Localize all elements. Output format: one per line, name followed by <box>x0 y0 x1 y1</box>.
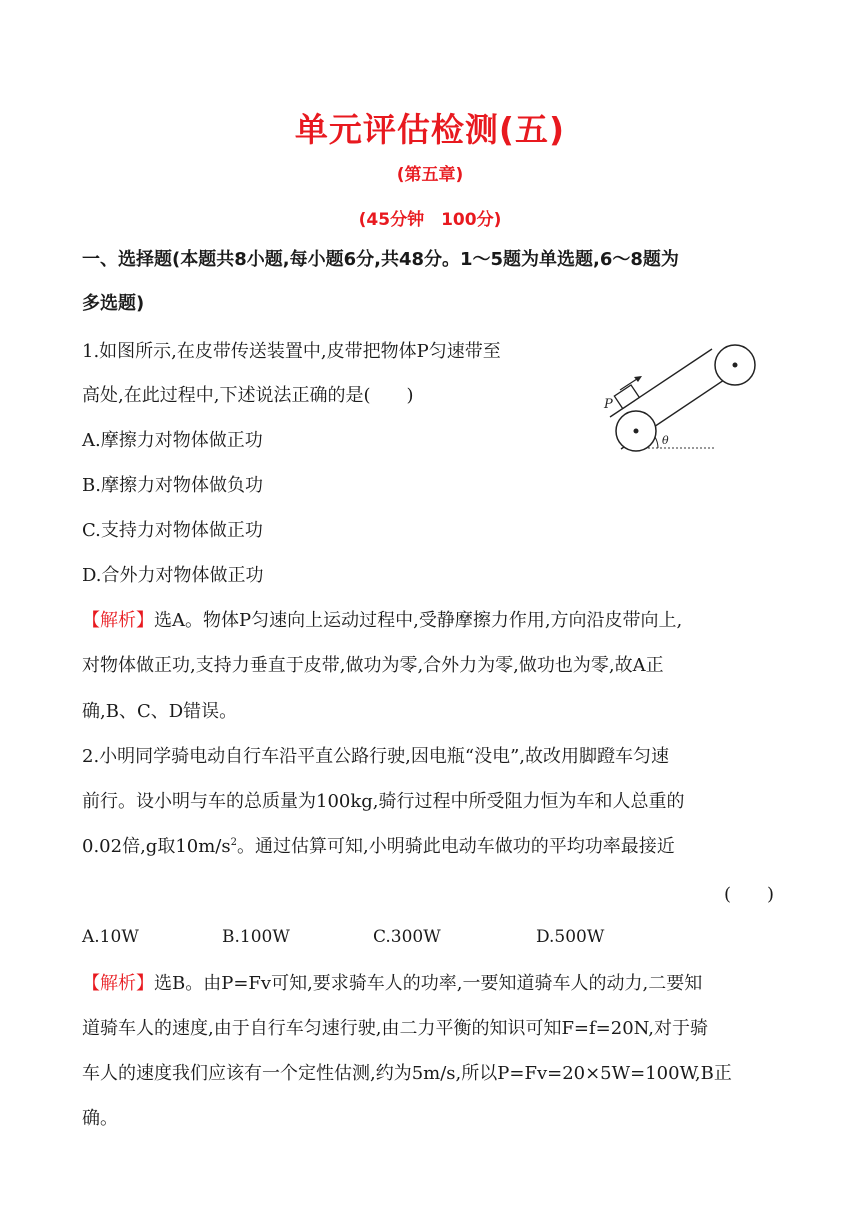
q2-analysis-line1 <box>82 972 702 996</box>
q1-stem-line1: 1.如图所示,在皮带传送装置中,皮带把物体P匀速带至 <box>82 341 501 362</box>
lower-pulley-axle <box>634 429 639 434</box>
q2-stem-line3-b: 。通过估算可知,小明骑此电动车做功的平均功率最接近 <box>236 836 675 857</box>
q2-option-c: C.300W <box>373 927 441 947</box>
q2-option-b: B.100W <box>222 927 290 947</box>
label-theta: θ <box>662 434 669 447</box>
q2-stem-line3-sup: 2 <box>230 837 237 848</box>
q1-analysis-tag: 【解析】 <box>82 610 154 631</box>
q2-analysis-line4: 确。 <box>82 1108 118 1129</box>
q1-analysis-line1 <box>82 609 682 633</box>
q2-stem-line2: 前行。设小明与车的总质量为100kg,骑行过程中所受阻力恒为车和人总重的 <box>82 791 685 812</box>
angle-arc <box>655 437 658 448</box>
q2-stem-line3 <box>82 835 675 859</box>
q1-analysis-text: 选A。物体P匀速向上运动过程中,受静摩擦力作用,方向沿皮带向上, <box>154 610 683 631</box>
q1-stem-line2: 高处,在此过程中,下述说法正确的是( ) <box>82 385 414 406</box>
q2-analysis-line3: 车人的速度我们应该有一个定性估测,约为5m/s,所以P=Fv=20×5W=100W,B正 <box>82 1063 732 1084</box>
q2-stem-line3-a: 0.02倍,g取10m/s <box>82 836 231 857</box>
q2-answer-blank: ( ) <box>723 884 774 905</box>
q2-analysis-tag: 【解析】 <box>82 973 154 994</box>
q1-option-a: A.摩擦力对物体做正功 <box>82 430 263 451</box>
motion-arrowhead <box>634 376 642 382</box>
section-heading-line2: 多选题) <box>82 293 145 314</box>
label-p: P <box>604 397 613 412</box>
q2-option-a: A.10W <box>82 927 139 947</box>
q2-analysis-line2: 道骑车人的速度,由于自行车匀速行驶,由二力平衡的知识可知F=f=20N,对于骑 <box>82 1018 708 1039</box>
q2-analysis-text: 选B。由P=Fv可知,要求骑车人的功率,一要知道骑车人的动力,二要知 <box>154 973 703 994</box>
q2-stem-line1: 2.小明同学骑电动自行车沿平直公路行驶,因电瓶“没电”,故改用脚蹬车匀速 <box>82 746 670 767</box>
q2-option-d: D.500W <box>536 927 605 947</box>
upper-pulley-axle <box>733 363 738 368</box>
time-score-subtitle: (45分钟 100分) <box>358 210 502 230</box>
chapter-subtitle: (第五章) <box>396 165 464 185</box>
conveyor-belt-diagram <box>598 338 768 456</box>
page-title: 单元评估检测(五) <box>294 110 566 149</box>
q1-option-c: C.支持力对物体做正功 <box>82 520 263 541</box>
q1-analysis-line2: 对物体做正功,支持力垂直于皮带,做功为零,合外力为零,做功也为零,故A正 <box>82 655 664 676</box>
q1-option-d: D.合外力对物体做正功 <box>82 565 264 586</box>
q1-option-b: B.摩擦力对物体做负功 <box>82 475 263 496</box>
section-heading-line1: 一、选择题(本题共8小题,每小题6分,共48分。1～5题为单选题,6～8题为 <box>82 249 679 270</box>
block-p <box>614 385 639 409</box>
q1-analysis-line3: 确,B、C、D错误。 <box>82 701 238 722</box>
